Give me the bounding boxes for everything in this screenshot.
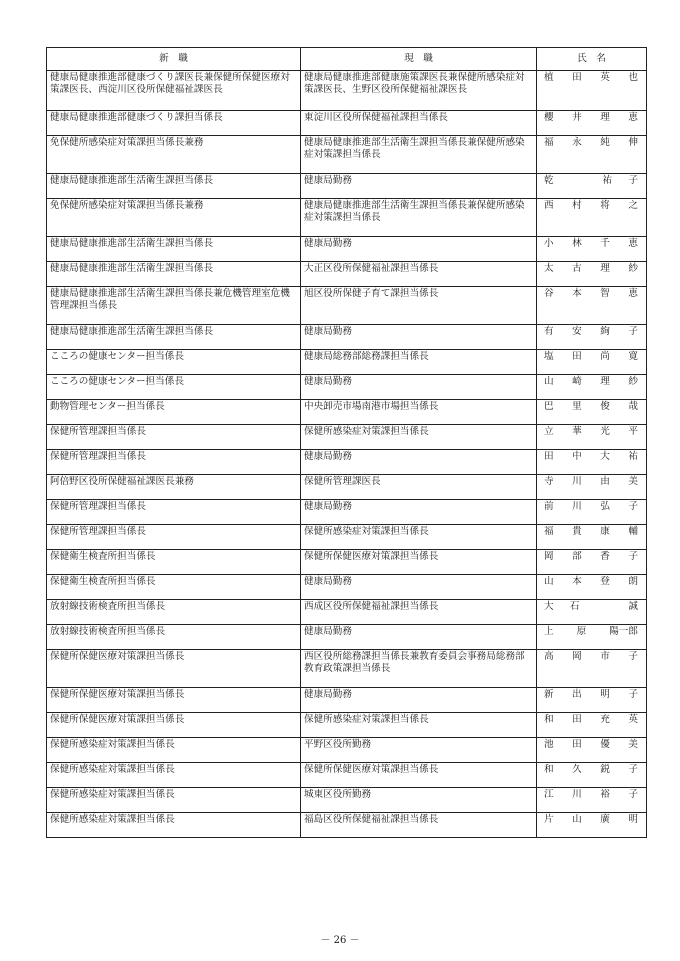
current-post-cell: 大正区役所保健福祉課担当係長 — [301, 262, 537, 287]
person-name — [540, 764, 644, 776]
name-part: 子 — [628, 789, 638, 800]
new-post-cell: こころの健康センター担当係長 — [47, 375, 301, 400]
name-part: 也 — [628, 72, 638, 83]
name-part: 光 — [600, 426, 610, 437]
name-part: 中 — [572, 451, 582, 462]
name-part: 林 — [572, 238, 582, 249]
name-part: 植 — [544, 72, 554, 83]
name-part: 大 — [544, 601, 554, 612]
name-part: 明 — [628, 814, 638, 825]
name-part: 本 — [572, 576, 582, 587]
name-part: 理 — [600, 112, 610, 123]
name-part: 智 — [600, 288, 610, 299]
name-part: 崎 — [572, 376, 582, 387]
person-name — [540, 72, 644, 84]
current-post-cell: 平野区役所勤務 — [301, 738, 537, 763]
current-post-cell: 健康局健康推進部健康施策課医長兼保健所感染症対策課医長、生野区役所保健福祉課医長 — [301, 71, 537, 111]
name-part: 前 — [544, 501, 554, 512]
header-current-post-label: 現 職 — [404, 53, 433, 64]
personnel-table — [46, 47, 647, 838]
name-part: 池 — [544, 739, 554, 750]
name-part: 福 — [544, 137, 554, 148]
current-post-cell: 中央卸売市場南港市場担当係長 — [301, 400, 537, 425]
name-part: 和 — [544, 714, 554, 725]
name-part: 子 — [628, 551, 638, 562]
name-part: 片 — [544, 814, 554, 825]
current-post-cell: 西区役所総務課担当係長兼教育委員会事務局総務部教育政策課担当係長 — [301, 650, 537, 688]
name-part: 英 — [628, 714, 638, 725]
name-cell — [537, 600, 647, 625]
name-cell — [537, 425, 647, 450]
current-post-cell: 健康局総務部総務課担当係長 — [301, 350, 537, 375]
table-row — [47, 550, 647, 575]
current-post-cell: 健康局勤務 — [301, 500, 537, 525]
header-new-post — [47, 48, 301, 71]
name-part: 千 — [600, 238, 610, 249]
table-row — [47, 400, 647, 425]
name-cell — [537, 287, 647, 325]
new-post-cell: 健康局健康推進部健康づくり課医長兼保健所保健医療対策課医長、西淀川区役所保健福祉課医長 — [47, 71, 301, 111]
name-part: 永 — [572, 137, 582, 148]
name-cell — [537, 199, 647, 237]
header-row — [47, 48, 647, 71]
name-part: 有 — [544, 326, 554, 337]
name-cell — [537, 350, 647, 375]
name-part: 美 — [628, 739, 638, 750]
new-post-cell: 健康局健康推進部生活衛生課担当係長 — [47, 174, 301, 199]
new-post-cell: 保健所管理課担当係長 — [47, 500, 301, 525]
name-part: 明 — [600, 689, 610, 700]
name-part: 谷 — [544, 288, 554, 299]
new-post-cell: 健康局健康推進部生活衛生課担当係長 — [47, 237, 301, 262]
new-post-cell: 保健所感染症対策課担当係長 — [47, 813, 301, 838]
name-part: 川 — [572, 476, 582, 487]
name-cell — [537, 550, 647, 575]
header-current-post — [301, 48, 537, 71]
name-part: 康 — [600, 526, 610, 537]
current-post-cell: 東淀川区役所保健福祉課担当係長 — [301, 111, 537, 136]
table-row — [47, 650, 647, 688]
new-post-cell: 保健所保健医療対策課担当係長 — [47, 650, 301, 688]
current-post-cell: 健康局健康推進部生活衛生課担当係長兼保健所感染症対策課担当係長 — [301, 199, 537, 237]
current-post-cell: 健康局勤務 — [301, 237, 537, 262]
name-part: 尚 — [600, 351, 610, 362]
current-post-cell: 保健所管理課医長 — [301, 475, 537, 500]
header-name-label: 氏 名 — [577, 53, 606, 64]
name-part: 久 — [572, 764, 582, 775]
header-new-post-label: 新 職 — [159, 53, 188, 64]
person-name — [540, 263, 644, 275]
current-post-cell: 旭区役所保健子育て課担当係長 — [301, 287, 537, 325]
table-row — [47, 199, 647, 237]
name-part: 哉 — [628, 401, 638, 412]
name-part: 田 — [572, 739, 582, 750]
person-name — [540, 814, 644, 826]
table-row — [47, 287, 647, 325]
name-cell — [537, 625, 647, 650]
name-part: 純 — [600, 137, 610, 148]
person-name — [540, 501, 644, 513]
name-part: 石 — [569, 601, 580, 612]
person-name — [540, 451, 644, 463]
name-cell — [537, 763, 647, 788]
name-cell — [537, 738, 647, 763]
name-part: 村 — [572, 200, 582, 211]
current-post-cell: 健康局勤務 — [301, 450, 537, 475]
new-post-cell: こころの健康センター担当係長 — [47, 350, 301, 375]
table-row — [47, 625, 647, 650]
name-part: 川 — [572, 501, 582, 512]
name-cell — [537, 813, 647, 838]
name-part: 大 — [600, 451, 610, 462]
person-name — [540, 601, 644, 613]
new-post-cell: 保健所管理課担当係長 — [47, 450, 301, 475]
name-cell — [537, 525, 647, 550]
name-part: 理 — [600, 263, 610, 274]
person-name — [540, 551, 644, 563]
table-row — [47, 713, 647, 738]
new-post-cell: 動物管理センター担当係長 — [47, 400, 301, 425]
name-part: 由 — [600, 476, 610, 487]
person-name — [540, 426, 644, 438]
person-name — [540, 651, 644, 663]
table-row — [47, 525, 647, 550]
header-name — [537, 48, 647, 71]
new-post-cell: 健康局健康推進部生活衛生課担当係長 — [47, 325, 301, 350]
new-post-cell: 保健所感染症対策課担当係長 — [47, 738, 301, 763]
current-post-cell: 健康局勤務 — [301, 325, 537, 350]
page-number: － 26 － — [320, 935, 360, 946]
current-post-cell: 保健所感染症対策課担当係長 — [301, 525, 537, 550]
table-row — [47, 500, 647, 525]
name-part: 巴 — [544, 401, 554, 412]
name-part: 塩 — [544, 351, 554, 362]
table-row — [47, 325, 647, 350]
new-post-cell: 免保健所感染症対策課担当係長兼務 — [47, 199, 301, 237]
name-part: 祐 — [602, 175, 613, 186]
table-row — [47, 788, 647, 813]
name-part: 岡 — [544, 551, 554, 562]
person-name — [540, 576, 644, 588]
name-part: 子 — [628, 764, 638, 775]
new-post-cell: 放射線技術検査所担当係長 — [47, 600, 301, 625]
name-part: 小 — [544, 238, 554, 249]
current-post-cell: 保健所感染症対策課担当係長 — [301, 713, 537, 738]
name-part: 鋭 — [600, 764, 610, 775]
person-name — [540, 376, 644, 388]
name-part: 弘 — [600, 501, 610, 512]
name-part: 原 — [576, 626, 587, 637]
current-post-cell: 健康局勤務 — [301, 575, 537, 600]
name-cell — [537, 788, 647, 813]
name-part: 恵 — [628, 288, 638, 299]
name-part: 優 — [600, 739, 610, 750]
name-part: 輔 — [628, 526, 638, 537]
table-row — [47, 450, 647, 475]
name-part: 田 — [572, 714, 582, 725]
current-post-cell: 保健所保健医療対策課担当係長 — [301, 550, 537, 575]
person-name — [540, 789, 644, 801]
name-part: 恵 — [628, 112, 638, 123]
name-cell — [537, 450, 647, 475]
table-row — [47, 575, 647, 600]
new-post-cell: 健康局健康推進部生活衛生課担当係長 — [47, 262, 301, 287]
current-post-cell: 健康局勤務 — [301, 625, 537, 650]
current-post-cell: 保健所感染症対策課担当係長 — [301, 425, 537, 450]
table-row — [47, 136, 647, 174]
name-part: 和 — [544, 764, 554, 775]
name-part: 平 — [628, 426, 638, 437]
name-cell — [537, 111, 647, 136]
name-part: 子 — [628, 651, 638, 662]
person-name — [540, 689, 644, 701]
person-name — [540, 175, 644, 187]
name-cell — [537, 375, 647, 400]
name-part: 紗 — [628, 263, 638, 274]
name-part: 市 — [600, 651, 610, 662]
person-name — [540, 714, 644, 726]
current-post-cell: 保健所保健医療対策課担当係長 — [301, 763, 537, 788]
table-row — [47, 375, 647, 400]
name-part: 本 — [572, 288, 582, 299]
name-part: 江 — [544, 789, 554, 800]
name-part: 廣 — [600, 814, 610, 825]
table-row — [47, 425, 647, 450]
person-name — [540, 526, 644, 538]
table-row — [47, 237, 647, 262]
name-part: 古 — [572, 263, 582, 274]
table-row — [47, 350, 647, 375]
name-cell — [537, 174, 647, 199]
name-part: 高 — [544, 651, 554, 662]
name-part: 子 — [628, 501, 638, 512]
current-post-cell: 健康局勤務 — [301, 688, 537, 713]
name-part: 英 — [600, 72, 610, 83]
name-cell — [537, 237, 647, 262]
name-part: 立 — [544, 426, 554, 437]
name-part: 西 — [544, 200, 554, 211]
name-part: 将 — [600, 200, 610, 211]
new-post-cell: 保健衛生検査所担当係長 — [47, 550, 301, 575]
new-post-cell: 阿倍野区役所保健福祉課医長兼務 — [47, 475, 301, 500]
name-part: 香 — [600, 551, 610, 562]
name-part: 出 — [572, 689, 582, 700]
name-part: 子 — [628, 175, 638, 186]
name-part: 田 — [544, 451, 554, 462]
new-post-cell: 放射線技術検査所担当係長 — [47, 625, 301, 650]
current-post-cell: 健康局勤務 — [301, 174, 537, 199]
name-cell — [537, 325, 647, 350]
person-name — [540, 288, 644, 300]
person-name — [540, 238, 644, 250]
person-name — [540, 137, 644, 149]
current-post-cell: 西成区役所保健福祉課担当係長 — [301, 600, 537, 625]
name-part: 子 — [628, 326, 638, 337]
name-part: 里 — [572, 401, 582, 412]
name-cell — [537, 500, 647, 525]
new-post-cell: 保健所保健医療対策課担当係長 — [47, 688, 301, 713]
name-part: 福 — [544, 526, 554, 537]
table-row — [47, 71, 647, 111]
name-cell — [537, 136, 647, 174]
table-row — [47, 174, 647, 199]
name-part: 恵 — [628, 238, 638, 249]
name-part: 山 — [544, 376, 554, 387]
table-row — [47, 763, 647, 788]
name-cell — [537, 71, 647, 111]
name-part: 朗 — [628, 576, 638, 587]
name-part: 岡 — [572, 651, 582, 662]
current-post-cell: 福島区役所保健福祉課担当係長 — [301, 813, 537, 838]
name-part: 子 — [628, 689, 638, 700]
current-post-cell: 健康局健康推進部生活衛生課担当係長兼保健所感染症対策課担当係長 — [301, 136, 537, 174]
name-part: 誠 — [628, 601, 638, 612]
person-name — [540, 351, 644, 363]
person-name — [540, 200, 644, 212]
new-post-cell: 免保健所感染症対策課担当係長兼務 — [47, 136, 301, 174]
name-part: 田 — [572, 72, 582, 83]
name-cell — [537, 475, 647, 500]
table-row — [47, 738, 647, 763]
table-row — [47, 111, 647, 136]
name-part: 新 — [544, 689, 554, 700]
name-part: 紗 — [628, 376, 638, 387]
new-post-cell: 保健所保健医療対策課担当係長 — [47, 713, 301, 738]
person-name — [540, 476, 644, 488]
name-part: 登 — [600, 576, 610, 587]
name-part: 上 — [544, 626, 554, 637]
name-cell — [537, 575, 647, 600]
name-part: 山 — [572, 814, 582, 825]
current-post-cell: 城東区役所勤務 — [301, 788, 537, 813]
table-row — [47, 262, 647, 287]
person-name — [540, 326, 644, 338]
name-part: 川 — [572, 789, 582, 800]
name-cell — [537, 713, 647, 738]
name-cell — [537, 262, 647, 287]
name-part: 寺 — [544, 476, 554, 487]
new-post-cell: 保健所管理課担当係長 — [47, 425, 301, 450]
name-part: 祐 — [628, 451, 638, 462]
name-part: 太 — [544, 263, 554, 274]
name-part: 裕 — [600, 789, 610, 800]
name-part: 井 — [572, 112, 582, 123]
name-part: 俊 — [600, 401, 610, 412]
table-row — [47, 600, 647, 625]
name-part: 貴 — [572, 526, 582, 537]
new-post-cell: 保健所管理課担当係長 — [47, 525, 301, 550]
name-part: 安 — [572, 326, 582, 337]
name-part: 絢 — [600, 326, 610, 337]
name-part: 寛 — [628, 351, 638, 362]
person-name — [540, 401, 644, 413]
name-part: 伸 — [628, 137, 638, 148]
name-part: 美 — [628, 476, 638, 487]
table-row — [47, 813, 647, 838]
person-name — [540, 112, 644, 124]
table-row — [47, 475, 647, 500]
name-part: 部 — [572, 551, 582, 562]
name-part: 櫻 — [544, 112, 554, 123]
name-part: 理 — [600, 376, 610, 387]
person-name — [540, 626, 644, 638]
name-part: 乾 — [544, 175, 554, 186]
name-cell — [537, 400, 647, 425]
new-post-cell: 保健所感染症対策課担当係長 — [47, 788, 301, 813]
name-cell — [537, 650, 647, 688]
name-part: 充 — [600, 714, 610, 725]
name-part: 陽一郎 — [609, 626, 638, 637]
new-post-cell: 保健所感染症対策課担当係長 — [47, 763, 301, 788]
person-name — [540, 739, 644, 751]
name-cell — [537, 688, 647, 713]
new-post-cell: 健康局健康推進部健康づくり課担当係長 — [47, 111, 301, 136]
name-part: 華 — [572, 426, 582, 437]
current-post-cell: 健康局勤務 — [301, 375, 537, 400]
new-post-cell: 保健衛生検査所担当係長 — [47, 575, 301, 600]
new-post-cell: 健康局健康推進部生活衛生課担当係長兼危機管理室危機管理課担当係長 — [47, 287, 301, 325]
name-part: 田 — [572, 351, 582, 362]
table-row — [47, 688, 647, 713]
name-part: 山 — [544, 576, 554, 587]
name-part: 之 — [628, 200, 638, 211]
